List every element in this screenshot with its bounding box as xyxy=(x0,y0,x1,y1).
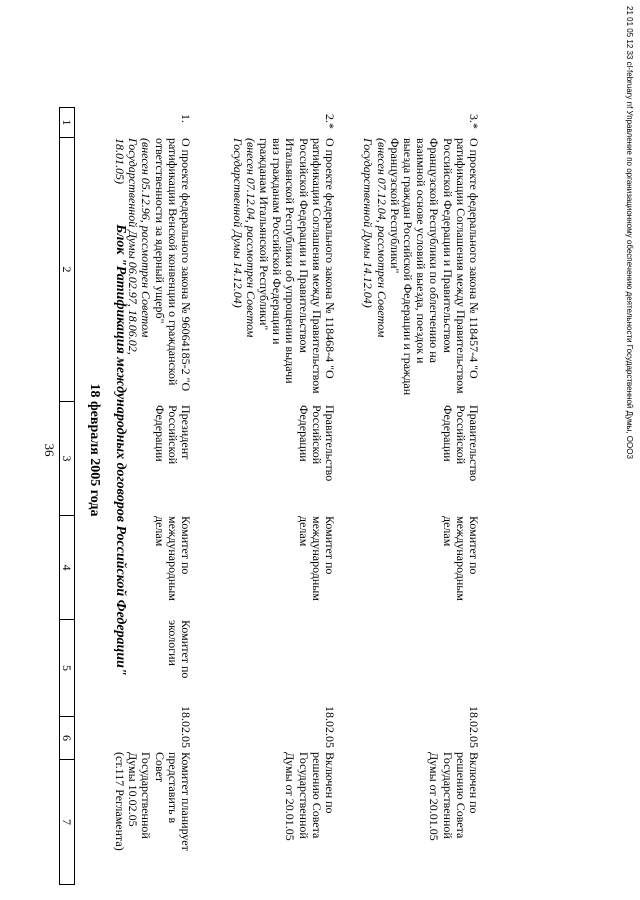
date: 18.02.05 xyxy=(467,706,481,748)
submitted-by: Президент Российской Федерации xyxy=(152,405,193,465)
column-number: 7 xyxy=(60,760,74,885)
row-number: 3.* xyxy=(467,114,481,129)
row-description xyxy=(113,138,192,398)
bill-title: О проекте федерального закона № 118457-4 "О ратификации Соглашения между Правительством Российской Федерации и Правительством Французской Республики по облегчению на взаимной основе условий выезда, поездок и выезда граждан Российской Федерации и граждан Французской Республики" xyxy=(387,138,481,396)
responsible-committee: Комитет по международным делам xyxy=(296,516,337,601)
bill-note: (внесен 07.12.04, рассмотрен Советом Государственной Думы 14.12.04) xyxy=(361,138,389,338)
row-number: 1. xyxy=(179,114,193,123)
footer-line: 21 01 05 12 33 cl-february nf Управление по организационному обеспечению деятельности Государственной Думы, ООО3 xyxy=(625,6,634,459)
responsible-committee: Комитет по международным делам xyxy=(152,516,193,601)
submitted-by: Правительство Российской Федерации xyxy=(440,405,481,482)
column-number-header xyxy=(59,107,75,885)
column-number: 2 xyxy=(60,138,74,402)
bill-note: (внесен 05.12.96, рассмотрен Советом Государственной Думы 06.02.97, 18.06.02, 18.01.05) xyxy=(112,138,154,355)
co-committee: Комитет по экологии xyxy=(165,620,193,679)
row-number: 2.* xyxy=(323,114,337,129)
row-description xyxy=(230,138,336,398)
remarks: Включен по решению Совета Государственной Думы от 20.01.05 xyxy=(283,752,337,841)
responsible-committee: Комитет по международным делам xyxy=(440,516,481,601)
page-number: 36 xyxy=(42,443,57,457)
column-number: 6 xyxy=(60,717,74,760)
date: 18.02.05 xyxy=(323,706,337,748)
remarks: Комитет планирует представить в Совет Государственной Думы 10.02.05 (ст.117 Регламента) xyxy=(112,752,193,851)
bill-note: (внесен 07.12.04, рассмотрен Советом Государственной Думы 14.12.04) xyxy=(230,138,258,338)
bill-title: О проекте федерального закона № 96064185-2 "О ратификации Венской конвенции о гражданской ответственности за ядерный ущерб" xyxy=(152,138,193,392)
bill-title: О проекте федерального закона № 118468-4 "О ратификации Соглашения между Правительством Российской Федерации и Правительством Итальянской Республики об упрощении выдачи виз гражданам Российской Федерации и гражданам Итальянской Республики" xyxy=(256,138,337,394)
row-description xyxy=(361,138,480,398)
date: 18.02.05 xyxy=(179,706,193,748)
column-number: 3 xyxy=(60,402,74,516)
remarks: Включен по решению Совета Государственной Думы от 20.01.05 xyxy=(427,752,481,841)
submitted-by: Правительство Российской Федерации xyxy=(296,405,337,482)
column-number: 4 xyxy=(60,516,74,620)
column-number: 5 xyxy=(60,620,74,717)
column-number: 1 xyxy=(60,108,74,138)
date-heading: 18 февраля 2005 года xyxy=(87,383,102,517)
block-heading: Блок "Ратификация международных договоров Российской Федерации" xyxy=(113,224,128,676)
